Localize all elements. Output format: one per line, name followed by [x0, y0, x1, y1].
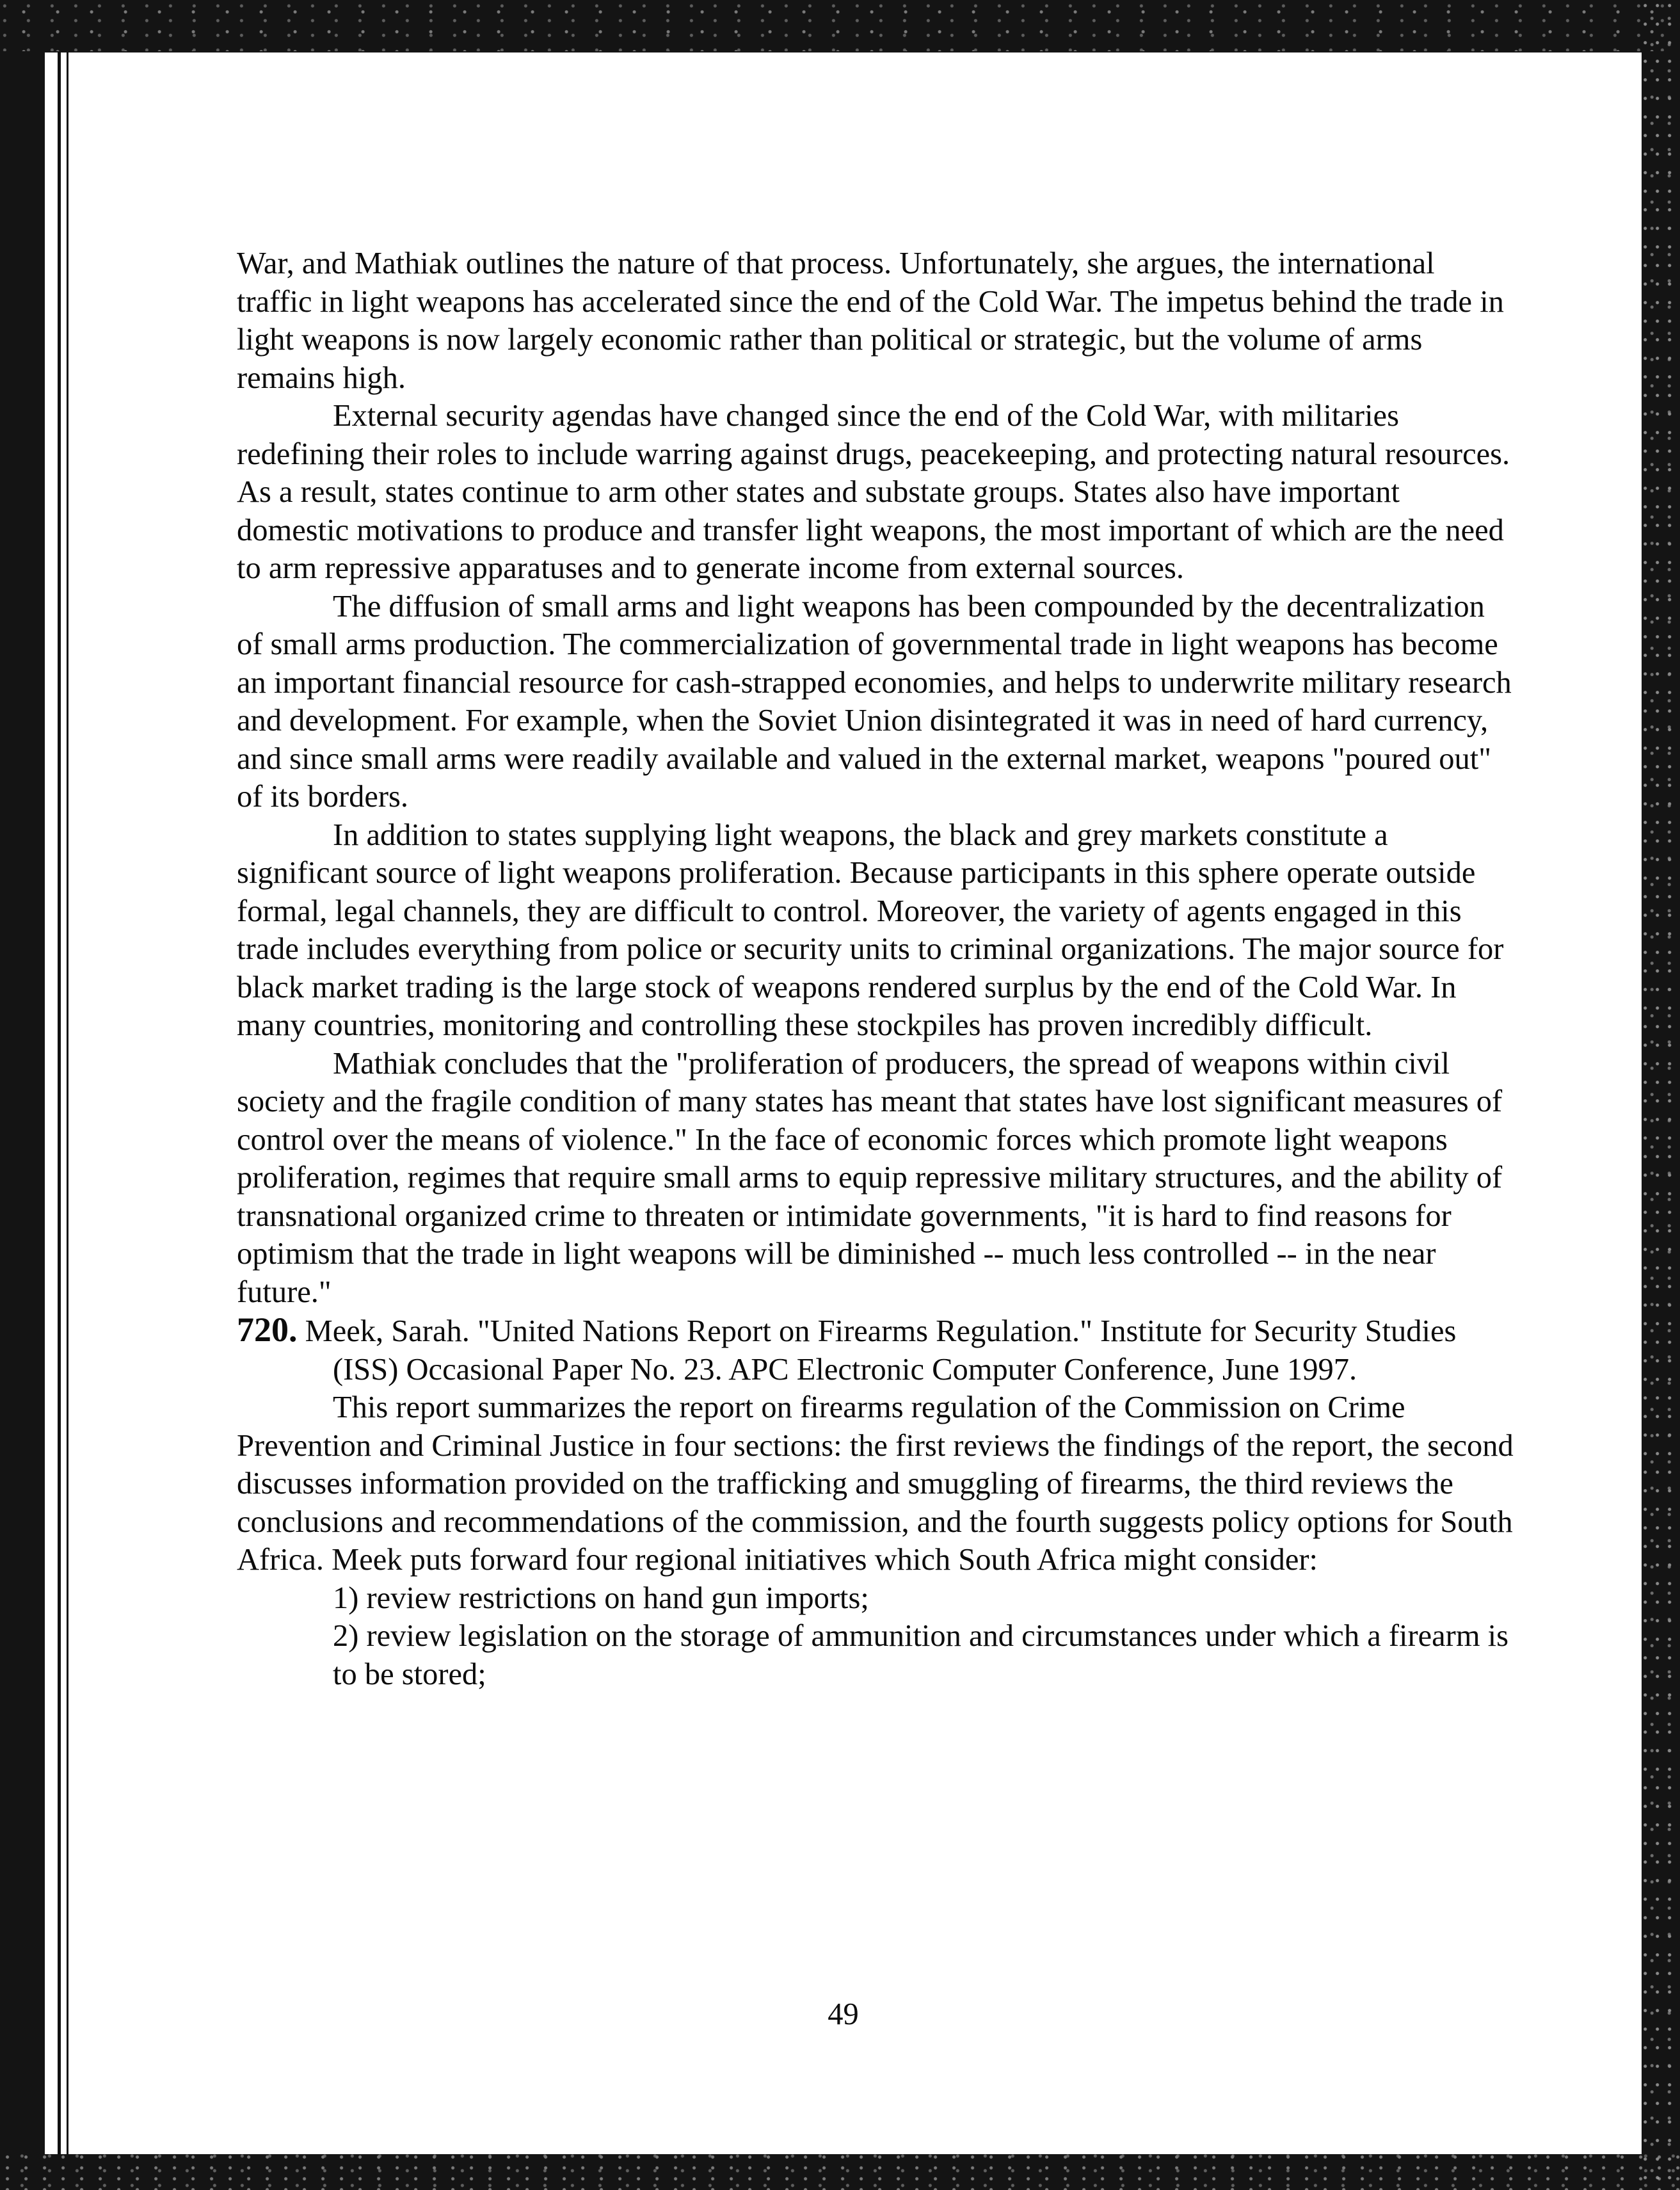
- entry-abstract: This report summarizes the report on firearms regulation of the Commission on Crime Prevention and Criminal Justice in four sections: the first reviews the findings of the report, the second discusses information provided on the trafficking and smuggling of firearms, the third reviews the conclusions and recommendations of the commission, and the fourth suggests policy options for South Africa. Meek puts forward four regional initiatives which South Africa might consider:: [237, 1390, 1514, 1577]
- body-text: [237, 245, 1517, 1693]
- paragraph-security-agendas: External security agendas have changed since the end of the Cold War, with militaries redefining their roles to include warring against drugs, peacekeeping, and protecting natural resources. As a result, states continue to arm other states and substate groups. States also have important domestic motivations to produce and transfer light weapons, the most important of which are the need to arm repressive apparatuses and to generate income from external sources.: [237, 399, 1510, 585]
- paragraph-conclusion: Mathiak concludes that the "proliferation of producers, the spread of weapons within civil society and the fragile condition of many states has meant that states have lost significant measures of control over the means of violence." In the face of economic forces which promote light weapons proliferation, regimes that require small arms to equip repressive military structures, and the ability of transnational organized crime to threaten or intimidate governments, "it is hard to find reasons for optimism that the trade in light weapons will be diminished -- much less controlled -- in the near future.": [237, 1046, 1503, 1309]
- entry-number: 720.: [237, 1310, 298, 1349]
- list-item: 1) review restrictions on hand gun imports;: [333, 1581, 869, 1615]
- paragraph-continuation: War, and Mathiak outlines the nature of that process. Unfortunately, she argues, the international traffic in light weapons has accelerated since the end of the Cold War. The impetus behind the trade in light weapons is now largely economic rather than political or strategic, but the volume of arms remains high.: [237, 246, 1504, 395]
- scan-edge-top: [0, 0, 1680, 51]
- bibliography-entry: [237, 1311, 1517, 1389]
- scan-edge-right: [1642, 0, 1680, 2190]
- page-number: 49: [828, 1997, 859, 2031]
- document-page: [45, 52, 1642, 2154]
- entry-citation: Meek, Sarah. "United Nations Report on Firearms Regulation." Institute for Security Studies (ISS) Occasional Paper No. 23. APC Electronic Computer Conference, June 1997.: [305, 1314, 1457, 1387]
- scan-edge-bottom: [0, 2152, 1680, 2190]
- paragraph-diffusion: The diffusion of small arms and light weapons has been compounded by the decentralization of small arms production. The commercialization of governmental trade in light weapons has become an important financial resource for cash-strapped economies, and helps to underwrite military research and development. For example, when the Soviet Union disintegrated it was in need of hard currency, and since small arms were readily available and valued in the external market, weapons "poured out" of its borders.: [237, 589, 1512, 814]
- paragraph-black-grey-markets: In addition to states supplying light weapons, the black and grey markets constitute a significant source of light weapons proliferation. Because participants in this sphere operate outside formal, legal channels, they are difficult to control. Moreover, the variety of agents engaged in this trade includes everything from police or security units to criminal organizations. The major source for black market trading is the large stock of weapons rendered surplus by the end of the Cold War. In many countries, monitoring and controlling these stockpiles has proven incredibly difficult.: [237, 817, 1504, 1042]
- binding-rule-right: [67, 52, 68, 2154]
- binding-rule-left: [58, 52, 61, 2154]
- list-item: 2) review legislation on the storage of ammunition and circumstances under which a firearm is to be stored;: [333, 1619, 1509, 1691]
